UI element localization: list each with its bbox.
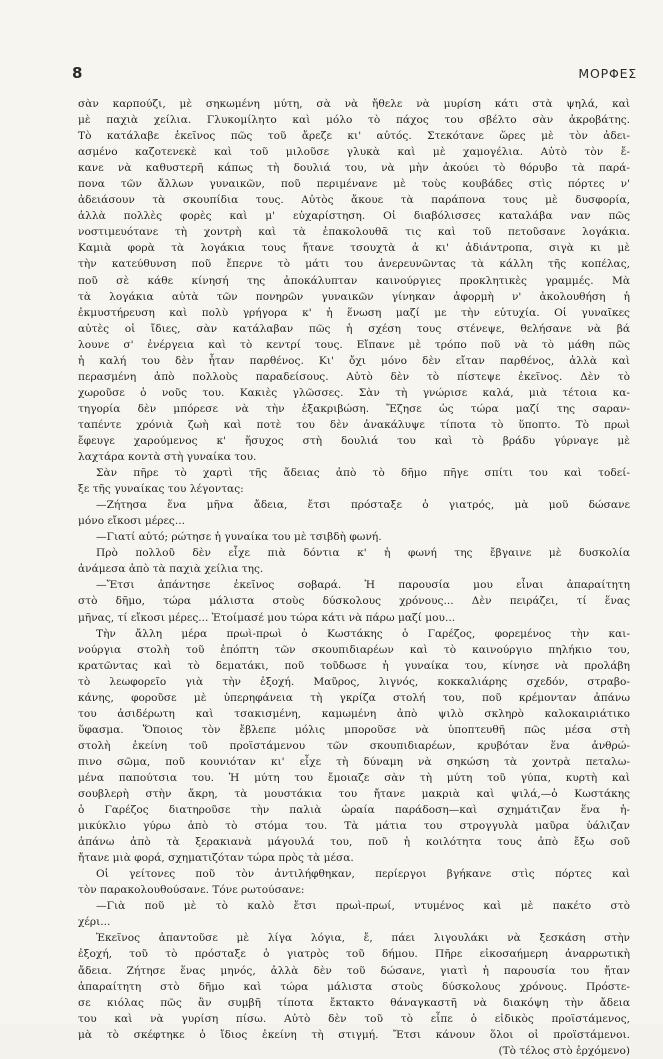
- text-line: μικύκλιο γύρω ἀπὸ τὸ στόμα του. Τὰ μάτια του στρογγυλὰ μαῦρα ὑάλιζαν: [78, 820, 630, 833]
- text-line: μῆνας, τί εἴκοσι μέρες... Ἑτοίμασέ μου τώρα κάτι νὰ πάρω μαζί μου...: [78, 611, 456, 624]
- text-line: Καμιὰ φορὰ τὰ λογάκια τους ἤτανε τσουχτὰ ἀ κι' ἀδιάντροπα, σιγὰ κι μὲ: [78, 242, 630, 255]
- text-line: τὸν παρακολουθούσανε. Τόνε ρωτούσανε:: [78, 884, 305, 897]
- text-line: κρατῶντας καὶ τὸ δεματάκι, ποῦ τοῦδωσε ἡ γυναίκα του, κίνησε νὰ προλάβη: [78, 659, 630, 672]
- text-line: ἀπαραίτητη στὸ δῆμο καὶ τώρα μάλιστα στοὺς δύσκολους χρόνους. Πρόστε-: [78, 980, 630, 993]
- text-line: Τὸ κατάλαβε ἐκεῖνος πῶς τοῦ ἄρεζε κι' αὐτός. Στεκότανε ὥρες μὲ τὸν ἀδει-: [78, 130, 630, 143]
- text-line: (Τὸ τέλος στὸ ἐρχόμενο): [498, 1044, 630, 1057]
- text-line: κανε νὰ καθυστερῆ κάπως τὴ δουλιά του, νὰ μὴν ἀκούει τὸ θόρυβο τὰ παρά-: [78, 162, 630, 175]
- text-line: Ἐκεῖνος ἀπαντοῦσε μὲ λίγα λόγια, ἔ, πάει λιγουλάκι νὰ ξεσκάση στὴν: [96, 932, 630, 945]
- text-line: ἀλλὰ πολλὲς φορὲς καὶ μ' εὐχαρίστηση. Οἱ διαβόλισσες καταλάβα ναν πῶς: [78, 210, 630, 223]
- text-line: πινο σῶμα, ποῦ κουνιόταν κι' εἶχε τὴ δύναμη νὰ σηκώση τὰ χοντρὰ πεταλω-: [78, 755, 630, 768]
- text-line: τὴν κατεύθυνση ποῦ ἔπερνε τὸ μάτι του ἀνερευνῶντας τὰ κάλλη τῆς κοπέλας,: [78, 258, 630, 271]
- text-line: ξε τῆς γυναίκας του λέγοντας:: [78, 483, 244, 496]
- text-line: του ἀσιδέρωτη καὶ τσακισμένη, καμωμένη ἀπὸ ψιλὸ σκληρὸ καλοκαιριάτικο: [78, 707, 630, 720]
- text-line: στὸ δῆμο, τώρα μάλιστα στοὺς δύσκολους χρόνους... Δὲν πειράζει, τί ἕνας: [78, 595, 630, 608]
- text-line: ὕφασμα. Ὅποιος τὸν ἔβλεπε μόλις μποροῦσε νὰ ὑποπτευθῆ πῶς μέσα στὴ: [78, 723, 630, 736]
- running-head: ΜΟΡΦΕΣ: [578, 66, 637, 81]
- text-line: σὰν καρπούζι, μὲ σηκωμένη μύτη, σὰ νὰ ἤθελε νὰ μυρίση κάτι στὰ ψηλά, καὶ: [78, 98, 630, 110]
- text-line: ἄδεια. Ζήτησε ἕνας μηνός, ἀλλὰ δὲν τοῦ δώσανε, γιατὶ ἡ παρουσία του ἤταν: [78, 964, 630, 977]
- text-line: ασμένο καζοτενεκὲ καὶ τοῦ μιλοῦσε γλυκὰ καὶ μὲ χαμογέλια. Αὐτὸ τὸν ἔ-: [78, 146, 630, 159]
- text-line: Τὴν ἄλλη μέρα πρωὶ-πρωὶ ὁ Κωστάκης ὁ Γαρέζος, φορεμένος τὴν και-: [96, 627, 630, 640]
- text-line: κάνης, φοροῦσε μὲ ὑπερηφάνεια τὴ γκρίζα στολή του, ποῦ κρέμονταν ἀπάνω: [78, 691, 630, 704]
- text-line: ἀπάνω ἀπὸ τὰ ξερακιανὰ μάγουλά του, ποῦ ἡ κοιλότητα τους ἀπὸ ἔξω σοῦ: [78, 836, 630, 849]
- text-line: ἡ καλή του δὲν ἦταν παρθένος. Κι' ὄχι μόνο δὲν εἴταν παρθένος, ἀλλὰ καὶ: [78, 354, 630, 367]
- text-line: ἔφευγε χαρούμενος κ' ἥσυχος στὴ δουλιά του καὶ τὸ βράδυ γύρναγε μὲ: [78, 434, 630, 447]
- text-line: χέρι...: [78, 916, 111, 929]
- text-line: ἐξοχή, τοῦ τὸ πρόσταξε ὁ γιατρὸς τοῦ δήμου. Πῆρε εἰκοσαήμερη ἀναρρωτικὴ: [78, 948, 630, 961]
- page-number: 8: [72, 64, 83, 82]
- text-line: τὸ λεωφορεῖο γιὰ τὴν ἐξοχή. Μαῦρος, λιγνός, κοκκαλιάρης σχεδόν, στραβο-: [78, 675, 630, 688]
- text-line: αὐτὲς οἱ ἴδιες, σὰν κατάλαβαν πῶς ἡ σχέση τους στένεψε, θελήσανε νὰ βά: [78, 322, 630, 335]
- text-line: ἀδειάσουν τὰ σκουπίδια τους. Αὐτὸς ἄκουε τὰ παράπονα τους μὲ δυσφορία,: [78, 194, 630, 207]
- text-line: ἐκμυστήρευση καὶ πολὺ γρήγορα κ' ἡ ἕνωση μαζί με τὴν εὐτυχία. Οἱ γυναῖκες: [78, 306, 630, 319]
- text-line: σε κιόλας πῶς ἂν συμβῆ τίποτα ἔκτακτο θάναγκαστῆ νὰ διακόψη τὴν ἄδεια: [78, 996, 630, 1009]
- body-text: [78, 96, 630, 1059]
- text-line: Οἱ γείτονες ποῦ τὸν ἀντιλήφθηκαν, περίεργοι βγήκανε στὶς πόρτες καὶ: [96, 868, 630, 881]
- text-line: στολὴ ἐκείνη τοῦ προϊστάμενου τῶν σκουπιδιαρέων, κρυβόταν ἕνα ἀνθρώ-: [78, 739, 630, 752]
- text-line: Πρὸ πολλοῦ δὲν εἶχε πιὰ δόντια κ' ἡ φωνή της ἔβγαινε μὲ δυσκολία: [96, 547, 630, 560]
- text-line: ταπέντε χρόνιὰ ζωὴ καὶ ποτὲ του δὲν ἀνακάλυψε τίποτα τὸ ὕποπτο. Τὸ πρωὶ: [78, 418, 630, 431]
- text-line: —Ζήτησα ἕνα μῆνα ἄδεια, ἔτσι πρόσταξε ὁ γιατρός, μὰ μοῦ δώσανε: [96, 499, 630, 512]
- text-line: ὁ Γαρέζος διατηροῦσε τὴν παλιὰ ὡραία παράδοση—καὶ σχημάτιζαν ἕνα ἡ-: [78, 804, 630, 817]
- text-line: περασμένη ἀπὸ πολλοὺς παραδείσους. Αὐτὸ δὲν τὸ πίστεψε ἐκεῖνος. Δὲν τὸ: [78, 370, 630, 383]
- text-line: μόνο εἴκοσι μέρες...: [78, 515, 185, 528]
- page-header: [72, 64, 637, 84]
- text-line: τηγορία δὲν μπόρεσε νὰ τὴν ἐξακριβώση. Ἔζησε ὡς τώρα μαζί της σαραν-: [78, 402, 630, 415]
- text-line: —Γιατί αὐτό; ρώτησε ἡ γυναίκα του μὲ τσιβδὴ φωνή.: [96, 531, 382, 544]
- text-line: τὰ λογάκια αὐτὰ τῶν πονηρῶν γυναικῶν γίνηκαν ἀφορμὴ ν' ἀκολουθήση ἡ: [78, 290, 630, 303]
- text-line: λουνε σ' ἐνέργεια καὶ τὸ κεντρί τους. Εἴπανε μὲ τρόπο ποῦ νὰ τὸ μάθη πῶς: [78, 338, 630, 351]
- text-line: πονα τῶν ἄλλων γυναικῶν, ποῦ περιμένανε μὲ τοὺς κουβάδες στὶς πόρτες ν': [78, 178, 630, 191]
- text-line: νοστιμευότανε τὴ χοντρὴ καὶ τὰ ἐπακολουθᾶ τις καὶ τοῦ πετοῦσανε λογάκια.: [78, 226, 630, 239]
- text-line: ποῦ σὲ κάθε κίνησή της ἀποκάλυπταν καινούργιες προκλητικὲς γραμμές. Μὰ: [78, 274, 630, 287]
- text-line: —Γιὰ ποῦ μὲ τὸ καλὸ ἔτσι πρωὶ-πρωί, ντυμένος καὶ μὲ πακέτο στὸ: [96, 900, 630, 913]
- text-line: μὲ παχιὰ χείλια. Γλυκομίλητο καὶ μόλο τὸ πάχος του σβέλτο σὰν ἀκροβάτης.: [78, 114, 630, 127]
- text-line: χωροῦσε ὁ νοῦς του. Κακιὲς γλῶσσες. Σὰν τὴ γνώρισε καλά, μιὰ τέτοια κα-: [78, 386, 630, 399]
- text-line: μὰ τὸ σκέφτηκε ὁ ἴδιος ἐκείνη τὴ στιγμή. Ἔτσι κάνουν ὅλοι οἱ προϊστάμενοι.: [78, 1028, 630, 1041]
- text-line: —Ἔτσι ἀπάντησε ἐκεῖνος σοβαρά. Ἡ παρουσία μου εἶναι ἀπαραίτητη: [96, 579, 630, 592]
- text-line: ἀνάμεσα ἀπὸ τὰ παχιὰ χείλια της.: [78, 563, 264, 576]
- text-line: νούργια στολὴ τοῦ ἐπόπτη τῶν σκουπιδιαρέων καὶ τὸ καινούργιο πηλήκιο του,: [78, 643, 630, 656]
- text-line: μένα παπούτσια του. Ἡ μύτη του ἔμοιαζε σὰν τὴ μύτη τοῦ γύπα, κυρτὴ καὶ: [78, 771, 630, 784]
- text-line: Σὰν πῆρε τὸ χαρτὶ τῆς ἄδειας ἀπὸ τὸ δῆμο πῆγε σπίτι του καὶ τοδεί-: [96, 467, 630, 480]
- text-line: του καὶ νὰ γυρίση πίσω. Αὐτὸ δὲν τοῦ τὸ εἶπε ὁ εἰδικὸς προϊστάμενος,: [78, 1012, 630, 1025]
- text-line: λαχτάρα κοντὰ στὴ γυναίκα του.: [78, 451, 257, 464]
- text-line: ἤτανε μιὰ φορά, σχηματιζόταν τώρα πρὸς τὰ μέσα.: [78, 852, 354, 865]
- text-line: σουβλερὴ στὴν ἄκρη, τὰ μουστάκια του ἤτανε μακριὰ καὶ ψιλά,—ὁ Κωστάκης: [78, 788, 630, 801]
